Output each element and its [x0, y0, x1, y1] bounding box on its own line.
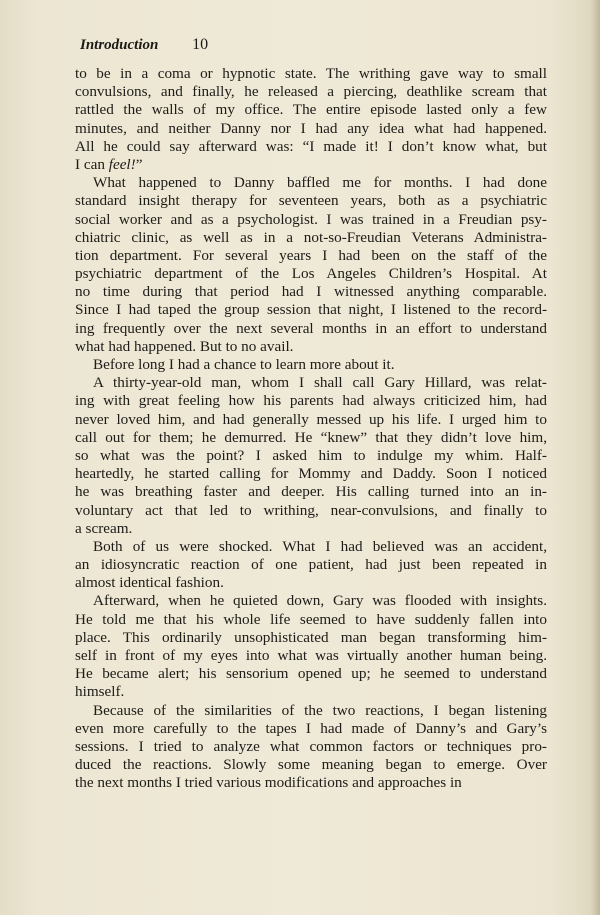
- paragraph: [75, 174, 547, 356]
- text-line: the next months I tried various modifications and approaches in: [75, 774, 462, 792]
- paragraph: [75, 538, 547, 593]
- text-line: heartedly, he started calling for Mommy and Daddy. Soon I noticed: [75, 465, 547, 483]
- text-line: place. This ordinarily unsophisticated man began transforming him-: [75, 628, 547, 646]
- text-line: He told me that his whole life seemed to have suddenly fallen into: [75, 610, 547, 628]
- text-line: Because of the similarities of the two reactions, I began listening: [93, 701, 547, 719]
- paragraph: [75, 356, 547, 374]
- text-line: never loved him, and had generally messed up his life. I urged him to: [75, 410, 547, 428]
- text-line: to be in a coma or hypnotic state. The writhing gave way to small: [75, 65, 547, 82]
- body-text: [75, 65, 547, 793]
- text-line: self in front of my eyes into what was virtually another human being.: [75, 647, 547, 664]
- text-line: Before long I had a chance to learn more about it.: [93, 356, 395, 373]
- text-line: sessions. I tried to analyze what common factors or techniques pro-: [75, 737, 547, 755]
- text-line: an idiosyncratic reaction of one patient, had just been repeated in: [75, 556, 547, 574]
- text-line: psychiatric department of the Los Angeles Children’s Hospital. At: [75, 265, 547, 283]
- paragraph: [75, 65, 547, 174]
- text-line: chiatric clinic, as well as in a not-so-Freudian Veterans Administra-: [75, 228, 547, 246]
- text-line: voluntary act that led to writhing, near-convulsions, and finally to: [75, 501, 547, 519]
- text-line: What happened to Danny baffled me for months. I had done: [93, 174, 547, 192]
- paragraph: [75, 592, 547, 701]
- text-line: no time during that period had I witnessed anything comparable.: [75, 283, 547, 301]
- text-line: Afterward, when he quieted down, Gary was flooded with insights.: [93, 592, 547, 610]
- text-line: a scream.: [75, 519, 133, 537]
- text-line: he was breathing faster and deeper. His calling turned into an in-: [75, 483, 547, 501]
- running-header: [80, 36, 208, 56]
- text-line: social worker and as a psychologist. I was trained in a Freudian psy-: [75, 210, 547, 228]
- text-line: All he could say afterward was: “I made it! I don’t know what, but: [75, 137, 547, 155]
- text-line: ing with great feeling how his parents had always criticized him, had: [75, 392, 547, 410]
- text-line: I can feel!”: [75, 155, 143, 173]
- text-line: tion department. For several years I had been on the staff of the: [75, 246, 547, 264]
- text-line: A thirty-year-old man, whom I shall call Gary Hillard, was relat-: [93, 374, 547, 392]
- text-line: call out for them; he demurred. He “knew” that they didn’t love him,: [75, 428, 547, 446]
- text-line: convulsions, and finally, he released a piercing, deathlike scream that: [75, 83, 547, 101]
- text-line: what had happened. But to no avail.: [75, 337, 294, 355]
- paragraph: [75, 374, 547, 538]
- text-line: himself.: [75, 683, 125, 701]
- text-line: minutes, and neither Danny nor I had any idea what had happened.: [75, 119, 547, 137]
- text-line: He became alert; his sensorium opened up; he seemed to understand: [75, 665, 547, 683]
- text-line: ing frequently over the next several months in an effort to understand: [75, 319, 547, 337]
- text-line: almost identical fashion.: [75, 574, 224, 592]
- text-line: Since I had taped the group session that night, I listened to the record-: [75, 301, 547, 319]
- text-line: rattled the walls of my office. The entire episode lasted only a few: [75, 101, 547, 119]
- text-line: standard insight therapy for seventeen years, both as a psychiatric: [75, 192, 547, 210]
- section-title: Introduction: [80, 37, 159, 53]
- paragraph: [75, 702, 547, 793]
- text-line: so what was the point? I asked him to indulge my whim. Half-: [75, 446, 547, 464]
- page-number: 10: [192, 36, 209, 53]
- page-edge-shadow: [590, 0, 600, 915]
- text-line: even more carefully to the tapes I had made of Danny’s and Gary’s: [75, 719, 547, 737]
- text-line: duced the reactions. Slowly some meaning began to emerge. Over: [75, 756, 547, 774]
- text-line: Both of us were shocked. What I had believed was an accident,: [93, 537, 547, 555]
